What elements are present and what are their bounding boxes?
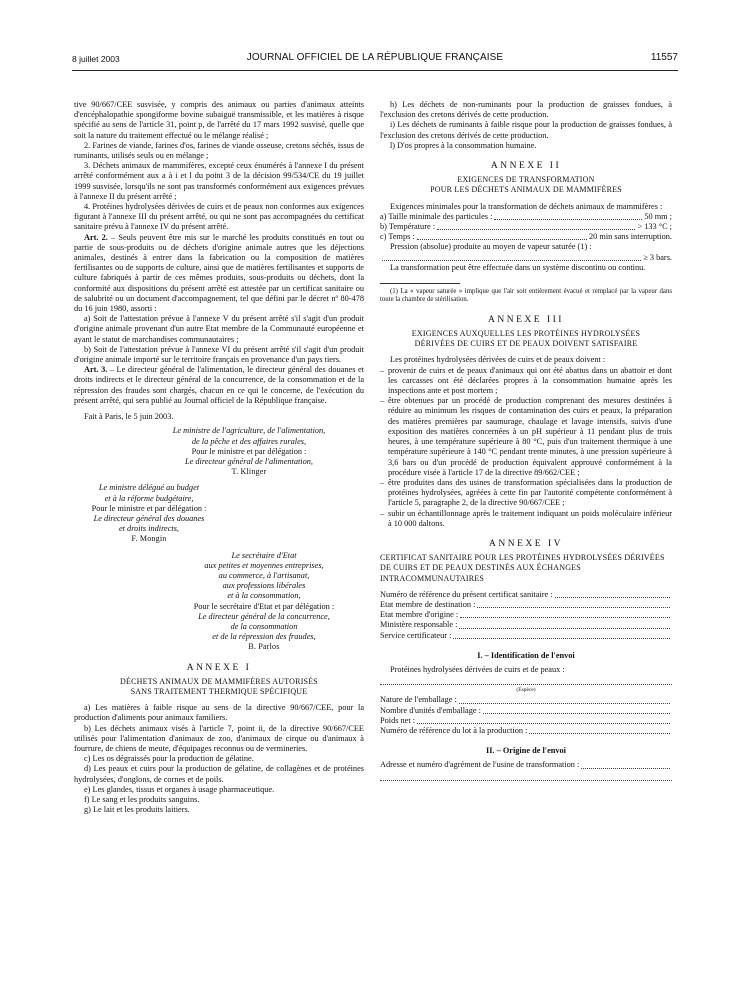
- signature-line: Le directeur général de la concurrence,: [198, 611, 330, 621]
- annex-1-title: ANNEXE I: [186, 662, 252, 673]
- requirement-value: 20 min sans interruption.: [589, 232, 672, 242]
- field-label: Poids net :: [380, 715, 416, 725]
- annex-2-subtitle: EXIGENCES DE TRANSFORMATION: [457, 175, 595, 185]
- requirement-row: [380, 212, 672, 222]
- footnote: (1) La « vapeur saturée » implique que l'air soit entièrement évacué et remplacé par la vapeur dans toute la chambre de stérilisation.: [380, 288, 672, 304]
- annex-1-subtitle: DÉCHETS ANIMAUX DE MAMMIFÈRES AUTORISÉS: [120, 676, 318, 686]
- signatory-name: F. Mongin: [131, 534, 167, 544]
- page-number: 11557: [650, 52, 678, 63]
- annex-3-subtitle: EXIGENCES AUXQUELLES LES PROTÉINES HYDROLYSÉES: [411, 329, 641, 339]
- requirement-value: ≥ 3 bars.: [643, 252, 672, 262]
- annex-3-title: ANNEXE III: [488, 314, 564, 325]
- page-header: [72, 52, 678, 66]
- field-caption: (Espèce): [516, 687, 536, 694]
- article-text: – Le directeur général de l'alimentation, le directeur général des douanes et droits indirects et le directeur général de la concurrence, de la consommation et de la répression des fraudes sont chargés, chacun en ce qui le concerne, de l'exécution du présent arrêté, qui sera publié au Journal officiel de la République française.: [74, 365, 364, 405]
- requirement-label: a) Taille minimale des particules :: [380, 211, 493, 221]
- signature-line: de la pêche et des affaires rurales,: [191, 436, 307, 446]
- article-text: – Seuls peuvent être mis sur le marché les produits constitués en tout ou partie de sous-produits ou de déchets d'origine animale autres que les déjections animales, destinés à entrer dans la fabrication ou la composition de matières fertilisantes ou de supports de culture, ainsi que de matières fertilisantes et supports de culture fabriqués à partir de ces mêmes produits, sous-produits ou déchets, dont la conformité aux dispositions du présent arrêté est attestée par un certificat sanitaire ou de salubrité ou un document d'accompagnement, tel que défini par le décret nº 80-478 du 16 juin 1980, assorti :: [74, 232, 364, 314]
- requirement-row: [380, 232, 672, 242]
- field-label: Service certificateur :: [380, 630, 452, 640]
- form-field: [380, 726, 672, 736]
- list-item: h) Les déchets de non-ruminants pour la production de graisses fondues, à l'exclusion des cretons dérivés de cette production.: [380, 100, 672, 120]
- form-field: [380, 760, 672, 770]
- signature-line: Pour le secrétaire d'Etat et par délégation :: [193, 601, 335, 611]
- list-item: – être obtenues par un procédé de production comprenant des mesures destinées à réduire au minimum les risques de contamination des cuirs et peaux, la préparation des matières premières par saumurage, chaulage et lavage intensifs, suivis d'une exposition des matières concernées à un pH supérieur à 11 pendant plus de trois heures, à une température supérieure à 80 °C, puis d'un traitement thermique à une température supérieure à 140 °C pendant trente minutes, à une pression supérieure à 3,6 bars ou d'un procédé de production équivalent approuvé conformément à la procédure visée à l'article 17 de la directive 89/662/CEE ;: [380, 396, 672, 478]
- list-item: e) Les glandes, tissus et organes à usage pharmaceutique.: [84, 784, 275, 794]
- signature-line: et droits indirects,: [119, 524, 179, 534]
- form-field: [380, 610, 672, 620]
- form-field: [380, 620, 672, 630]
- paragraph: a) Soit de l'attestation prévue à l'annexe V du présent arrêté s'il s'agit d'un produit d'origine animale provenant d'un autre Etat membre de la Communauté européenne et ayant le statut de marchandises communautaires ;: [74, 314, 364, 344]
- journal-title: JOURNAL OFFICIEL DE LA RÉPUBLIQUE FRANÇAISE: [246, 52, 504, 63]
- blank-line: [380, 675, 672, 685]
- blank-line: [380, 771, 672, 781]
- paragraph: Exigences minimales pour la transformation de déchets animaux de mammifères :: [390, 201, 663, 211]
- field-label: Nature de l'emballage :: [380, 695, 457, 705]
- requirement-row: [380, 222, 672, 232]
- requirement-value: > 133 °C ;: [637, 222, 672, 232]
- list-item: b) Les déchets animaux visés à l'article 7, point ii, de la directive 90/667/CEE utilisés pour l'alimentation d'animaux de zoo, d'animaux de cirque ou d'animaux à fourrure, de chiens de meute, d'équipages reconnus ou de vermineries.: [74, 723, 364, 753]
- right-column: [380, 100, 672, 781]
- form-field: [380, 716, 672, 726]
- signature-line: Le directeur général des douanes: [93, 513, 205, 523]
- list-item: – provenir de cuirs et de peaux d'animaux qui ont été abattus dans un abattoir et dont les carcasses ont été déclarées propres à la consommation humaine après les inspections ante et post mortem ;: [380, 366, 672, 397]
- signature-line: aux petites et moyennes entreprises,: [204, 560, 324, 570]
- list-item: i) Les déchets de ruminants à faible risque pour la production de graisses fondues, à l'exclusion des cretons dérivés de cette production.: [380, 120, 672, 140]
- form-field: [380, 695, 672, 705]
- field-label: Etat membre d'origine :: [380, 610, 459, 620]
- signature-line: Le secrétaire d'Etat: [231, 550, 297, 560]
- signature-block-budget: [74, 483, 224, 544]
- paragraph: Pression (absolue) produite au moyen de vapeur saturée (1) :: [390, 242, 592, 252]
- annex-2-title: ANNEXE II: [490, 161, 562, 172]
- signature-line: Pour le ministre et par délégation :: [191, 446, 307, 456]
- left-column: [74, 100, 364, 815]
- list-item: l) D'os propres à la consommation humaine.: [390, 140, 537, 150]
- requirement-row: [380, 253, 672, 263]
- signature-line: Le directeur général de l'alimentation,: [185, 456, 313, 466]
- form-field: [380, 590, 672, 600]
- requirement-value: 50 mm ;: [644, 211, 672, 221]
- list-item: c) Les os dégraissés pour la production de gélatine.: [84, 754, 254, 764]
- signatory-name: B. Parlos: [248, 642, 280, 652]
- signatory-name: T. Klinger: [231, 467, 267, 477]
- form-field: [380, 706, 672, 716]
- requirement-label: b) Température :: [380, 222, 436, 232]
- paragraph: 3. Déchets animaux de mammifères, excepté ceux énumérés à l'annexe I du présent arrêté conformément aux a à i et l du point 3 de la décision 99/534/CE du 19 juillet 1999 susvisée, lorsqu'ils ne sont pas transformés conformément aux exigences prévues à l'annexe II du présent arrêté ;: [74, 161, 364, 201]
- paragraph: La transformation peut être effectuée dans un système discontinu ou continu.: [390, 262, 646, 272]
- signature-line: de la consommation: [230, 621, 298, 631]
- field-label: Nombre d'unités d'emballage :: [380, 705, 481, 715]
- paragraph: 4. Protéines hydrolysées dérivées de cuirs et de peaux non conformes aux exigences figurant à l'annexe III du présent arrêté, ou qui ne sont pas accompagnées du certificat sanitaire prévu à l'annexe IV du présent arrêté.: [74, 202, 364, 232]
- form-field: [380, 631, 672, 641]
- signature-block-agriculture: [74, 426, 364, 477]
- paragraph: 2. Farines de viande, farines d'os, farines de viande osseuse, cretons séchés, issus de ruminants, utilisés seuls ou en mélange ;: [74, 140, 364, 161]
- signature-block-commerce: [74, 551, 364, 653]
- list-item: – subir un échantillonnage après le traitement indiquant un poids moléculaire inférieur à 10 000 daltons.: [380, 509, 672, 529]
- field-label: Numéro de référence du présent certificat sanitaire :: [380, 589, 553, 599]
- paragraph: tive 90/667/CEE susvisée, y compris des animaux ou parties d'animaux atteints d'encéphalopathie spongiforme bovine subaiguë transmissible, et les matières à risque spécifié au sens de l'article 31, point p, de l'arrêté du 17 mars 1992 susvisé, quelle que soit la nature du traitement effectué ou le mélange réalisé ;: [74, 100, 364, 140]
- list-item: d) Les peaux et cuirs pour la production de gélatine, de collagènes et de protéines hydrolysées, d'onglons, de cornes et de poils.: [74, 764, 364, 784]
- section-heading: II. – Origine de l'envoi: [486, 746, 566, 756]
- signature-line: Pour le ministre et par délégation :: [91, 503, 207, 513]
- requirement-label: c) Temps :: [380, 232, 415, 242]
- header-date: 8 juillet 2003: [72, 54, 120, 64]
- signature-date: Fait à Paris, le 5 juin 2003.: [84, 412, 174, 422]
- signature-line: au commerce, à l'artisanat,: [218, 570, 310, 580]
- article-label: Art. 2.: [84, 232, 108, 242]
- annex-2-subtitle: POUR LES DÉCHETS ANIMAUX DE MAMMIFÈRES: [430, 185, 622, 195]
- annex-4-title: ANNEXE IV: [489, 538, 563, 549]
- field-label: Ministère responsable :: [380, 620, 458, 630]
- header-rule: [72, 70, 678, 71]
- signature-line: et à la réforme budgétaire,: [104, 493, 194, 503]
- annex-1-subtitle: SANS TRAITEMENT THERMIQUE SPÉCIFIQUE: [130, 686, 308, 696]
- field-label: Etat membre de destination :: [380, 599, 476, 609]
- field-label: Adresse et numéro d'agrément de l'usine de transformation :: [380, 760, 580, 770]
- article-3: [74, 365, 364, 406]
- section-heading: I. – Identification de l'envoi: [477, 650, 575, 660]
- list-item: a) Les matières à faible risque au sens de la directive 90/667/CEE, pour la production d'aliments pour animaux familiers.: [74, 703, 364, 723]
- article-2: [74, 233, 364, 315]
- annex-4-subtitle: CERTIFICAT SANITAIRE POUR LES PROTÉINES HYDROLYSÉES DÉRIVÉES DE CUIRS ET DE PEAUX DESTINÉS AUX ÉCHANGES INTRACOMMUNAUTAIRES: [380, 553, 665, 583]
- article-label: Art. 3.: [84, 365, 108, 375]
- paragraph: b) Soit de l'attestation prévue à l'annexe VI du présent arrêté s'il s'agit d'un produit d'origine animale importé sur le territoire français en provenance d'un pays tiers.: [74, 344, 364, 365]
- form-field: [380, 600, 672, 610]
- list-item: – être produites dans des usines de transformation spécialisées dans la production de protéines hydrolysées, agréées à cette fin par l'autorité compétente conformément à l'article 5, paragraphe 2, de la directive 90/667/CEE ;: [380, 478, 672, 509]
- signature-line: et de la répression des fraudes,: [212, 632, 316, 642]
- paragraph: Protéines hydrolysées dérivées de cuirs et de peaux :: [390, 664, 565, 674]
- requirements-list: [380, 366, 672, 529]
- signature-line: Le ministre de l'agriculture, de l'alimentation,: [172, 426, 326, 436]
- field-label: Numéro de référence du lot à la production :: [380, 725, 528, 735]
- list-item: g) Le lait et les produits laitiers.: [84, 805, 190, 815]
- signature-line: aux professions libérales: [222, 581, 306, 591]
- annex-3-subtitle: DÉRIVÉES DE CUIRS ET DE PEAUX DOIVENT SATISFAIRE: [414, 339, 638, 349]
- signature-line: et à la consommation,: [227, 591, 301, 601]
- list-item: f) Le sang et les produits sanguins.: [84, 795, 200, 804]
- paragraph: Les protéines hydrolysées dérivées de cuirs et de peaux doivent :: [390, 355, 606, 365]
- signature-line: Le ministre délégué au budget: [98, 483, 200, 493]
